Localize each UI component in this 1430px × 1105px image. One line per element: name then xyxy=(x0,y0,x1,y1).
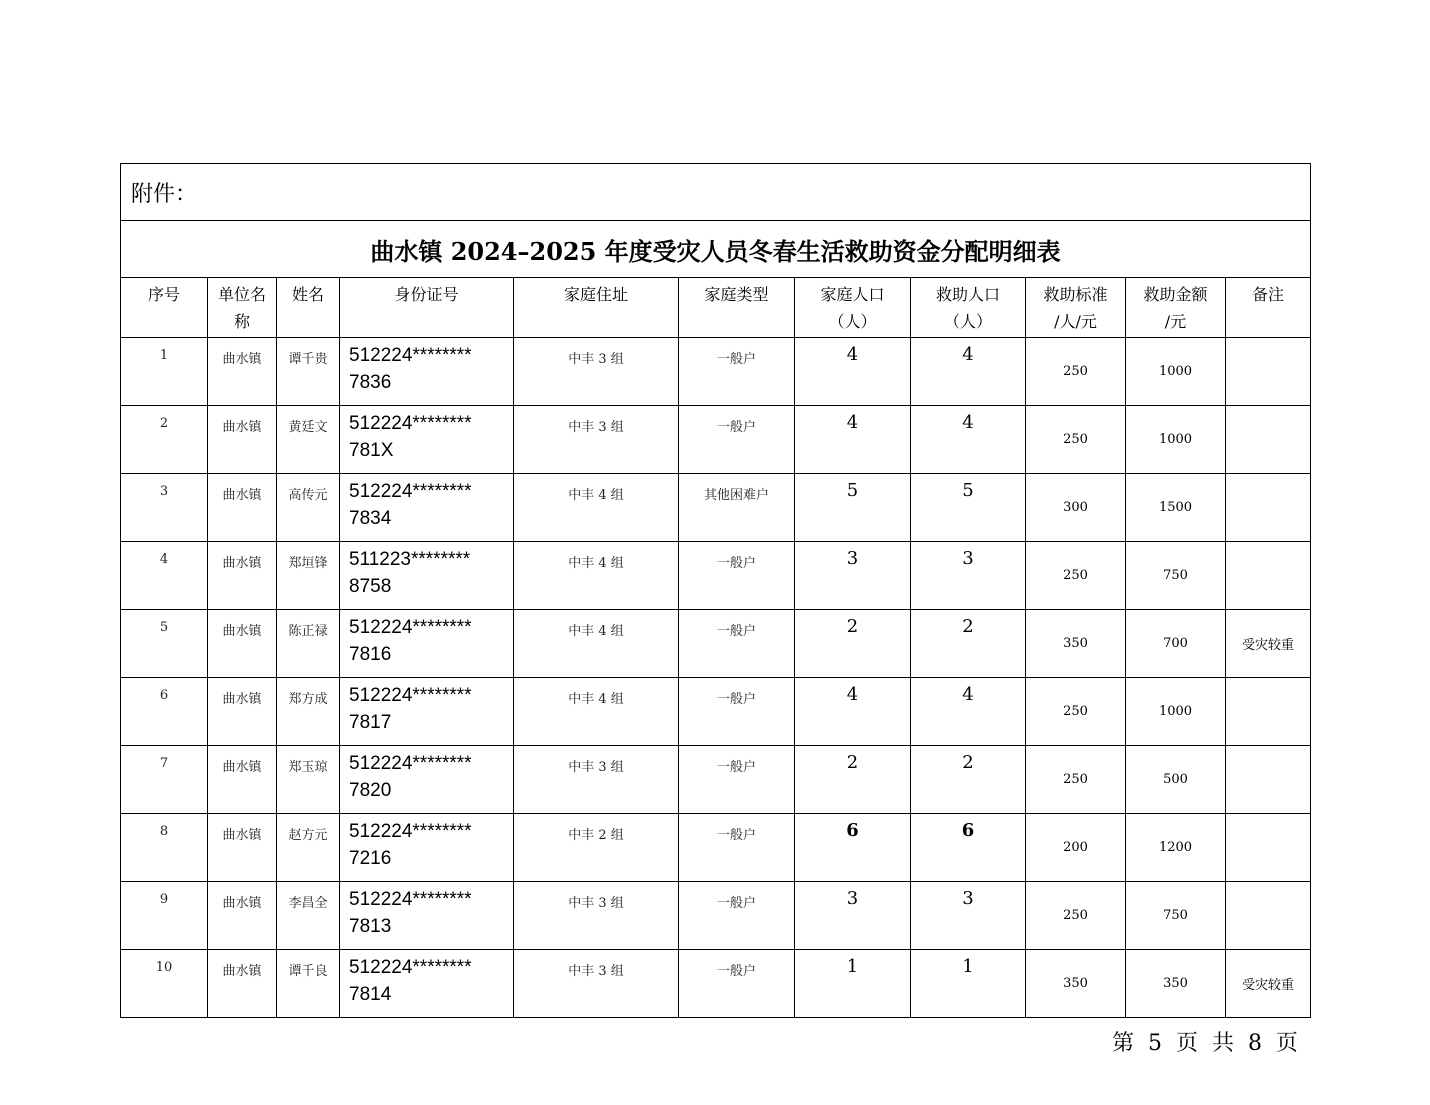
cell-name: 郑玉琼 xyxy=(277,746,340,814)
cell-standard: 250 xyxy=(1026,406,1126,474)
header-family-pop-line2: （人） xyxy=(828,312,877,331)
cell-type: 一般户 xyxy=(679,746,795,814)
cell-aid-pop: 4 xyxy=(911,338,1026,406)
header-family-pop xyxy=(795,278,911,338)
cell-id-line1: 512224******** xyxy=(349,481,472,502)
cell-address: 中丰 3 组 xyxy=(514,950,679,1018)
cell-family-pop: 3 xyxy=(795,882,911,950)
cell-id-line1: 512224******** xyxy=(349,889,472,910)
relief-allocation-table xyxy=(120,163,1311,1018)
cell-id xyxy=(340,474,514,542)
cell-address: 中丰 2 组 xyxy=(514,814,679,882)
cell-id xyxy=(340,678,514,746)
cell-seq: 10 xyxy=(121,950,208,1018)
header-aid-pop-line1: 救助人口 xyxy=(935,285,1000,304)
cell-remark xyxy=(1226,882,1311,950)
table-row xyxy=(121,950,1311,1018)
cell-name: 郑方成 xyxy=(277,678,340,746)
cell-seq: 2 xyxy=(121,406,208,474)
cell-id xyxy=(340,814,514,882)
header-amount xyxy=(1126,278,1226,338)
cell-aid-pop: 1 xyxy=(911,950,1026,1018)
cell-amount: 1200 xyxy=(1126,814,1226,882)
cell-standard: 250 xyxy=(1026,882,1126,950)
cell-family-pop: 4 xyxy=(795,678,911,746)
cell-seq: 9 xyxy=(121,882,208,950)
header-remark: 备注 xyxy=(1226,278,1311,338)
table-row xyxy=(121,678,1311,746)
cell-remark xyxy=(1226,542,1311,610)
table-row xyxy=(121,746,1311,814)
cell-unit: 曲水镇 xyxy=(208,338,277,406)
header-unit-line2: 称 xyxy=(233,312,250,331)
cell-type: 一般户 xyxy=(679,542,795,610)
cell-amount: 1500 xyxy=(1126,474,1226,542)
header-seq: 序号 xyxy=(121,278,208,338)
cell-id-line2: 7816 xyxy=(349,644,392,665)
cell-standard: 250 xyxy=(1026,338,1126,406)
cell-unit: 曲水镇 xyxy=(208,474,277,542)
cell-remark: 受灾较重 xyxy=(1226,950,1311,1018)
cell-aid-pop: 4 xyxy=(911,678,1026,746)
cell-id xyxy=(340,882,514,950)
cell-standard: 350 xyxy=(1026,610,1126,678)
cell-aid-pop: 5 xyxy=(911,474,1026,542)
cell-type: 一般户 xyxy=(679,610,795,678)
cell-seq: 7 xyxy=(121,746,208,814)
cell-remark: 受灾较重 xyxy=(1226,610,1311,678)
header-amount-line1: 救助金额 xyxy=(1143,285,1208,304)
table-row xyxy=(121,406,1311,474)
cell-id-line1: 511223******** xyxy=(349,549,471,570)
cell-aid-pop: 2 xyxy=(911,610,1026,678)
header-aid-pop-line2: （人） xyxy=(943,312,992,331)
cell-seq: 4 xyxy=(121,542,208,610)
cell-name: 谭千贵 xyxy=(277,338,340,406)
table-title: 曲水镇 2024–2025 年度受灾人员冬春生活救助资金分配明细表 xyxy=(121,221,1311,278)
cell-id-line1: 512224******** xyxy=(349,685,472,706)
table-row xyxy=(121,814,1311,882)
cell-family-pop: 4 xyxy=(795,406,911,474)
cell-id-line1: 512224******** xyxy=(349,345,472,366)
cell-id-line1: 512224******** xyxy=(349,413,472,434)
cell-standard: 300 xyxy=(1026,474,1126,542)
cell-id-line1: 512224******** xyxy=(349,957,472,978)
cell-seq: 3 xyxy=(121,474,208,542)
cell-id-line2: 7834 xyxy=(349,508,392,529)
header-type: 家庭类型 xyxy=(679,278,795,338)
cell-amount: 1000 xyxy=(1126,406,1226,474)
header-address: 家庭住址 xyxy=(514,278,679,338)
cell-remark xyxy=(1226,678,1311,746)
cell-id xyxy=(340,338,514,406)
cell-id-line2: 7814 xyxy=(349,984,392,1005)
cell-address: 中丰 4 组 xyxy=(514,474,679,542)
cell-name: 赵方元 xyxy=(277,814,340,882)
header-unit xyxy=(208,278,277,338)
cell-amount: 750 xyxy=(1126,882,1226,950)
header-name: 姓名 xyxy=(277,278,340,338)
cell-aid-pop: 3 xyxy=(911,882,1026,950)
cell-type: 其他困难户 xyxy=(679,474,795,542)
cell-unit: 曲水镇 xyxy=(208,406,277,474)
cell-amount: 1000 xyxy=(1126,678,1226,746)
cell-amount: 350 xyxy=(1126,950,1226,1018)
cell-address: 中丰 4 组 xyxy=(514,678,679,746)
table-header-row xyxy=(121,278,1311,338)
cell-amount: 750 xyxy=(1126,542,1226,610)
table-row xyxy=(121,882,1311,950)
cell-unit: 曲水镇 xyxy=(208,678,277,746)
cell-name: 陈正禄 xyxy=(277,610,340,678)
cell-type: 一般户 xyxy=(679,678,795,746)
cell-family-pop: 2 xyxy=(795,746,911,814)
cell-id-line1: 512224******** xyxy=(349,753,472,774)
cell-unit: 曲水镇 xyxy=(208,950,277,1018)
cell-seq: 8 xyxy=(121,814,208,882)
cell-amount: 700 xyxy=(1126,610,1226,678)
cell-seq: 6 xyxy=(121,678,208,746)
cell-standard: 250 xyxy=(1026,746,1126,814)
cell-id-line2: 7216 xyxy=(349,848,392,869)
page-footer: 第 5 页 共 8 页 xyxy=(1112,1031,1298,1056)
table-body xyxy=(121,338,1311,1018)
cell-family-pop: 2 xyxy=(795,610,911,678)
cell-standard: 250 xyxy=(1026,678,1126,746)
cell-remark xyxy=(1226,474,1311,542)
cell-name: 李昌全 xyxy=(277,882,340,950)
cell-type: 一般户 xyxy=(679,950,795,1018)
table-row xyxy=(121,542,1311,610)
header-standard-line2: /人/元 xyxy=(1054,312,1097,331)
header-amount-line2: /元 xyxy=(1164,312,1187,331)
cell-id-line2: 781X xyxy=(349,440,394,461)
cell-id-line2: 8758 xyxy=(349,576,392,597)
cell-id-line2: 7813 xyxy=(349,916,392,937)
cell-id xyxy=(340,542,514,610)
header-family-pop-line1: 家庭人口 xyxy=(820,285,885,304)
cell-address: 中丰 3 组 xyxy=(514,746,679,814)
cell-name: 高传元 xyxy=(277,474,340,542)
cell-amount: 1000 xyxy=(1126,338,1226,406)
cell-type: 一般户 xyxy=(679,814,795,882)
cell-standard: 250 xyxy=(1026,542,1126,610)
cell-family-pop: 3 xyxy=(795,542,911,610)
cell-address: 中丰 4 组 xyxy=(514,610,679,678)
cell-address: 中丰 3 组 xyxy=(514,882,679,950)
header-aid-pop xyxy=(911,278,1026,338)
cell-family-pop: 1 xyxy=(795,950,911,1018)
cell-address: 中丰 3 组 xyxy=(514,406,679,474)
cell-aid-pop: 2 xyxy=(911,746,1026,814)
cell-type: 一般户 xyxy=(679,338,795,406)
cell-id xyxy=(340,406,514,474)
cell-id-line2: 7817 xyxy=(349,712,392,733)
cell-remark xyxy=(1226,746,1311,814)
cell-amount: 500 xyxy=(1126,746,1226,814)
cell-family-pop: 4 xyxy=(795,338,911,406)
cell-address: 中丰 4 组 xyxy=(514,542,679,610)
cell-id-line1: 512224******** xyxy=(349,617,472,638)
cell-family-pop: 5 xyxy=(795,474,911,542)
table-row xyxy=(121,610,1311,678)
cell-seq: 1 xyxy=(121,338,208,406)
cell-remark xyxy=(1226,406,1311,474)
cell-unit: 曲水镇 xyxy=(208,746,277,814)
attachment-label: 附件： xyxy=(121,164,1311,221)
cell-id-line1: 512224******** xyxy=(349,821,472,842)
cell-seq: 5 xyxy=(121,610,208,678)
cell-type: 一般户 xyxy=(679,882,795,950)
cell-id xyxy=(340,950,514,1018)
cell-family-pop: 6 xyxy=(795,814,911,882)
cell-standard: 350 xyxy=(1026,950,1126,1018)
cell-standard: 200 xyxy=(1026,814,1126,882)
cell-aid-pop: 3 xyxy=(911,542,1026,610)
cell-name: 郑垣锋 xyxy=(277,542,340,610)
cell-name: 谭千良 xyxy=(277,950,340,1018)
header-standard-line1: 救助标准 xyxy=(1043,285,1108,304)
cell-unit: 曲水镇 xyxy=(208,610,277,678)
cell-unit: 曲水镇 xyxy=(208,814,277,882)
header-standard xyxy=(1026,278,1126,338)
cell-unit: 曲水镇 xyxy=(208,882,277,950)
header-id: 身份证号 xyxy=(340,278,514,338)
cell-aid-pop: 6 xyxy=(911,814,1026,882)
header-unit-line1: 单位名 xyxy=(217,285,266,304)
table-row xyxy=(121,338,1311,406)
cell-aid-pop: 4 xyxy=(911,406,1026,474)
cell-address: 中丰 3 组 xyxy=(514,338,679,406)
table-row xyxy=(121,474,1311,542)
cell-id xyxy=(340,746,514,814)
cell-id-line2: 7836 xyxy=(349,372,392,393)
cell-remark xyxy=(1226,814,1311,882)
cell-id-line2: 7820 xyxy=(349,780,392,801)
cell-unit: 曲水镇 xyxy=(208,542,277,610)
cell-id xyxy=(340,610,514,678)
cell-remark xyxy=(1226,338,1311,406)
cell-type: 一般户 xyxy=(679,406,795,474)
cell-name: 黄廷文 xyxy=(277,406,340,474)
